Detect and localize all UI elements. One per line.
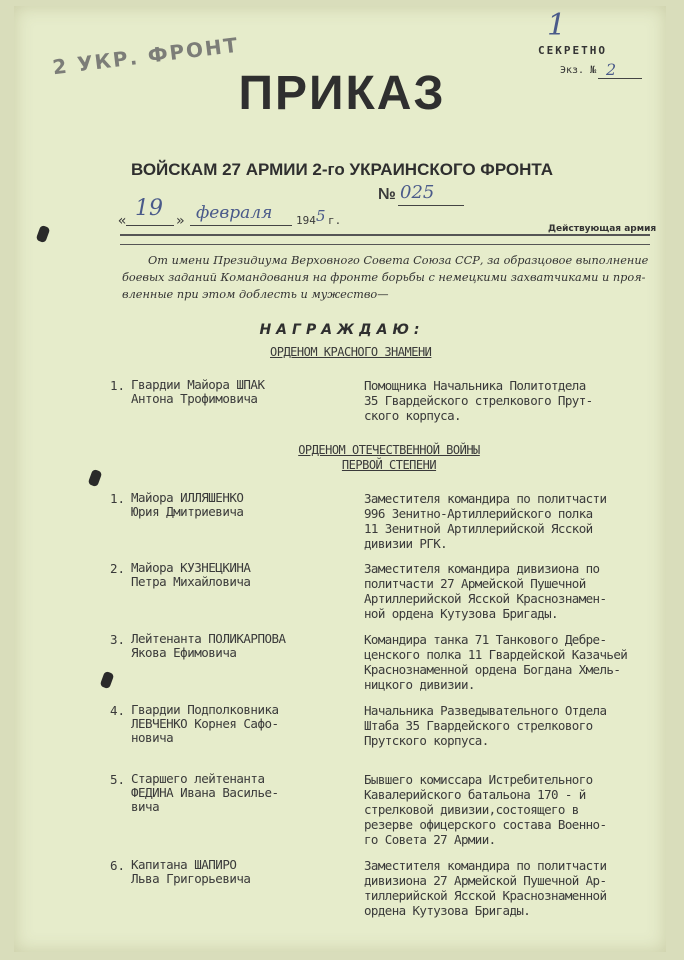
recipient-number: 3. — [110, 632, 126, 647]
position-line: стрелковой дивизии,состоящего в — [364, 802, 579, 817]
name-line: вича — [131, 799, 160, 814]
name-line: Гвардии Майора ШПАК — [131, 377, 265, 392]
order-heading-line: ПЕРВОЙ СТЕПЕНИ — [341, 458, 437, 472]
position-line: ского корпуса. — [364, 408, 461, 423]
name-line: Юрия Дмитриевича — [131, 504, 244, 519]
name-line: Гвардии Подполковника — [131, 702, 279, 717]
position-line: ницкого дивизии. — [364, 677, 475, 692]
preamble-line: От имени Президиума Верховного Совета Союза ССР, за образцовое выполнение — [148, 254, 649, 267]
position-line: Краснознаменной ордена Богдана Хмель- — [364, 662, 621, 677]
copy-label: Экз. № — [560, 65, 597, 76]
order-number-label: № — [378, 186, 396, 203]
position-line: ценского полка 11 Гвардейской Казачьей — [364, 647, 628, 662]
sheet-number: 1 — [547, 8, 567, 43]
recipient-position — [364, 491, 664, 551]
name-line: Капитана ШАПИРО — [131, 857, 237, 872]
award-heading: НАГРАЖДАЮ: — [259, 322, 425, 338]
position-line: Заместителя командира по политчасти — [364, 858, 607, 873]
position-line: го Совета 27 Армии. — [364, 832, 496, 847]
recipient-number: 5. — [110, 772, 126, 787]
date-close-quote: » — [176, 213, 185, 229]
date-month-underline — [190, 225, 292, 226]
date-month: февраля — [196, 203, 273, 223]
date-day-underline — [126, 225, 174, 226]
position-line: дивизии РГК. — [364, 536, 448, 551]
position-line: дивизиона 27 Армейской Пушечной Ар- — [364, 873, 607, 888]
recipient-position — [364, 632, 664, 692]
position-line: 35 Гвардейского стрелкового Прут- — [364, 393, 593, 408]
name-line: Льва Григорьевича — [131, 871, 251, 886]
recipient-number: 2. — [110, 561, 126, 576]
order-number-underline — [398, 205, 464, 206]
recipient-position — [364, 378, 664, 423]
document-title: ПРИКАЗ — [238, 67, 446, 120]
front-stamp: 2 УКР. ФРОНТ — [51, 32, 241, 80]
recipient-number: 1. — [110, 378, 126, 393]
position-line: Начальника Разведывательного Отдела — [364, 703, 607, 718]
name-line: новича — [131, 730, 174, 745]
position-line: Заместителя командира дивизиона по — [364, 561, 600, 576]
preamble-line: вленные при этом доблесть и мужество— — [122, 288, 389, 301]
preamble — [122, 252, 652, 303]
recipient-name — [131, 632, 361, 660]
date-year-digit: 5 — [316, 207, 326, 225]
order-red-banner-heading: ОРДЕНОМ КРАСНОГО ЗНАМЕНИ — [270, 345, 432, 359]
position-line: Артиллерийской Ясской Краснознамен- — [364, 591, 607, 606]
recipient-name — [131, 491, 361, 519]
position-line: Штаба 35 Гвардейского стрелкового — [364, 718, 593, 733]
name-line: Майора КУЗНЕЦКИНА — [131, 560, 251, 575]
name-line: Старшего лейтенанта — [131, 771, 265, 786]
recipient-name — [131, 703, 361, 745]
recipient-number: 4. — [110, 703, 126, 718]
name-line: ЛЕВЧЕНКО Корнея Сафо- — [131, 716, 279, 731]
position-line: политчасти 27 Армейской Пушечной — [364, 576, 586, 591]
date-day: 19 — [135, 196, 163, 221]
preamble-line: боевых заданий Командования на фронте борьбы с немецкими захватчиками и проя- — [122, 271, 646, 284]
order-number: 025 — [400, 182, 435, 203]
position-line: Кавалерийского батальона 170 - й — [364, 787, 586, 802]
order-patriotic-war-heading — [270, 443, 508, 473]
secrecy-label: СЕКРЕТНО — [538, 44, 607, 57]
recipient-position — [364, 858, 664, 918]
copy-number: 2 — [606, 60, 617, 79]
document-subtitle: ВОЙСКАМ 27 АРМИИ 2-го УКРАИНСКОГО ФРОНТА — [130, 160, 554, 179]
position-line: Командира танка 71 Танкового Дебре- — [364, 632, 607, 647]
name-line: ФЕДИНА Ивана Васильe- — [131, 785, 279, 800]
recipient-name — [131, 858, 361, 886]
name-line: Майора ИЛЛЯШЕНКО — [131, 490, 244, 505]
position-line: Прутского корпуса. — [364, 733, 489, 748]
header-rule-thin — [120, 244, 650, 245]
position-line: резерве офицерского состава Военно- — [364, 817, 607, 832]
header-rule — [120, 234, 650, 236]
position-line: Бывшего комиссара Истребительного — [364, 772, 593, 787]
position-line: 996 Зенитно-Артиллерийского полка — [364, 506, 593, 521]
recipient-position — [364, 561, 664, 621]
recipient-name — [131, 378, 361, 406]
position-line: Заместителя командира по политчасти — [364, 491, 607, 506]
position-line: ной ордена Кутузова Бригады. — [364, 606, 558, 621]
recipient-name — [131, 772, 361, 814]
name-line: Якова Ефимовича — [131, 645, 237, 660]
name-line: Лейтенанта ПОЛИКАРПОВА — [131, 631, 286, 646]
recipient-name — [131, 561, 361, 589]
order-heading-line: ОРДЕНОМ ОТЕЧЕСТВЕННОЙ ВОЙНЫ — [298, 443, 480, 457]
name-line: Антона Трофимовича — [131, 391, 258, 406]
position-line: тиллерийской Ясской Краснознаменной — [364, 888, 607, 903]
date-year-suffix: г. — [328, 214, 342, 227]
position-line: 11 Зенитной Артиллерийской Ясской — [364, 521, 593, 536]
recipient-position — [364, 703, 664, 748]
recipient-position — [364, 772, 664, 847]
date-year-prefix: 194 — [296, 214, 316, 227]
date-open-quote: « — [118, 213, 127, 229]
name-line: Петра Михайловича — [131, 574, 251, 589]
recipient-number: 6. — [110, 858, 126, 873]
position-line: Помощника Начальника Политотдела — [364, 378, 586, 393]
position-line: ордена Кутузова Бригады. — [364, 903, 531, 918]
army-status: Действующая армия — [548, 224, 657, 234]
recipient-number: 1. — [110, 491, 126, 506]
